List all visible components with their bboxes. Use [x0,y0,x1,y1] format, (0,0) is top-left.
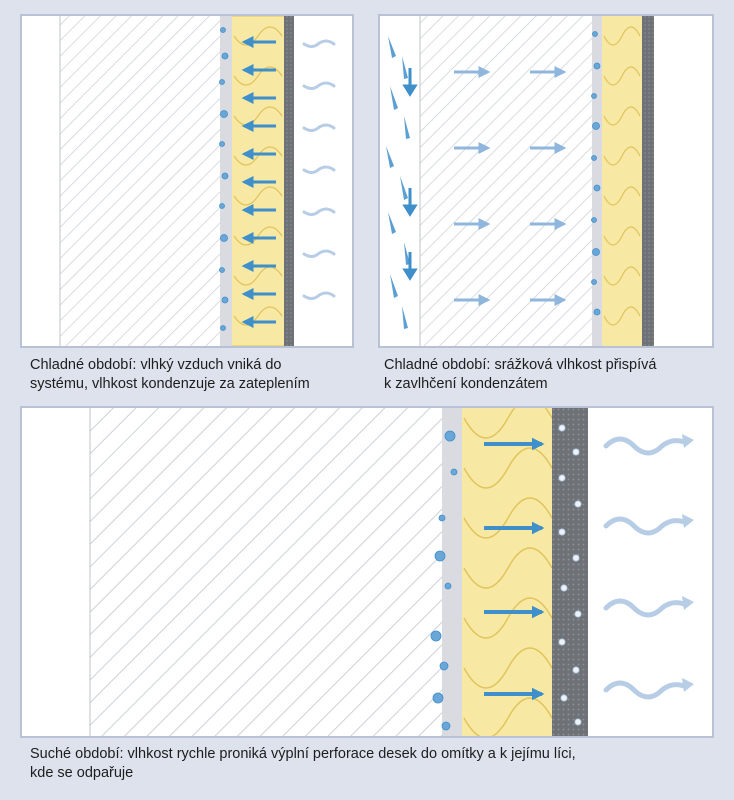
air-flow-icon [606,439,684,697]
arrow-icon [682,434,694,692]
masonry-wall [90,408,442,736]
wall-section-diagram [380,16,712,346]
caption-top-right [384,356,656,394]
render-layer [284,16,294,346]
adhesive-layer [442,408,462,736]
air-flow-icon [304,41,334,299]
caption-line: kde se odpařuje [30,765,134,781]
render-layer [552,408,588,736]
caption-line: Suché období: vlhkost rychle proniká výplní perforace desek do omítky a k jejímu líci, [30,746,576,762]
caption-line: k zavlhčení kondenzátem [384,376,548,392]
caption-line: Chladné období: srážková vlhkost přispívá [384,357,657,373]
caption-top-left [30,356,310,394]
wall-section-diagram [22,408,712,736]
wall-section-diagram [22,16,352,346]
masonry-wall [420,16,598,346]
insulation-board [602,16,642,346]
caption-line: systému, vlhkost kondenzuje za zateplením [30,376,310,392]
masonry-wall [60,16,228,346]
caption-bottom [30,745,576,783]
adhesive-layer [220,16,232,346]
panel-dry-evaporation [20,406,714,738]
insulation-board [462,408,552,736]
panel-cold-rain-moisture [378,14,714,348]
panel-cold-condensation [20,14,354,348]
render-layer [642,16,654,346]
caption-line: Chladné období: vlhký vzduch vniká do [30,357,282,373]
